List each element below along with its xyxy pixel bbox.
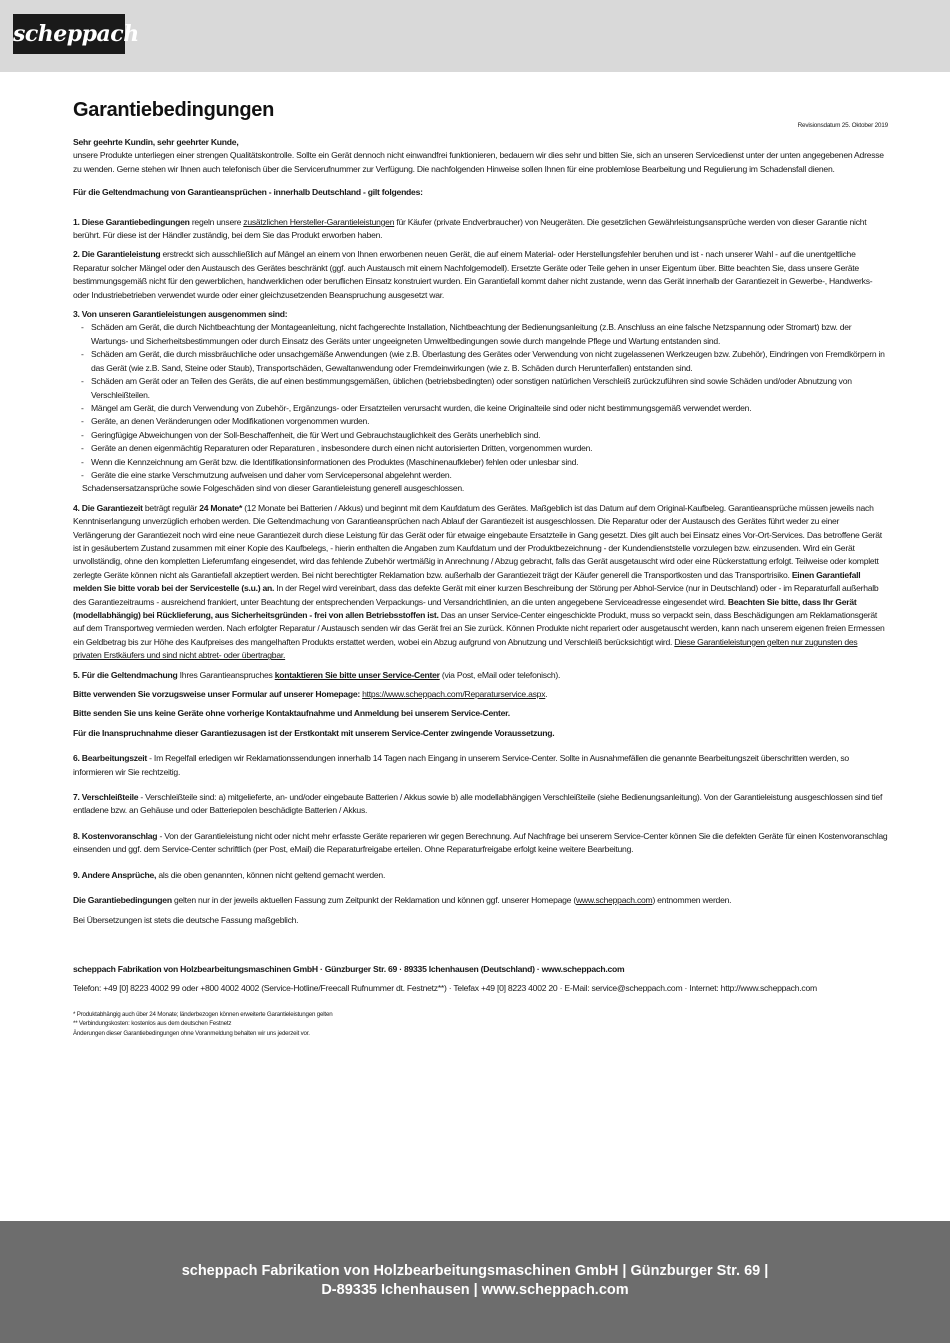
scheppach-logo: scheppach <box>13 14 125 54</box>
footer-line-2: D-89335 Ichenhausen | www.scheppach.com <box>321 1282 629 1298</box>
title-row <box>73 100 888 136</box>
footnote: ** Verbindungskosten: kostenlos aus dem deutschen Festnetz <box>73 1020 232 1028</box>
section-4-safety-notice: Beachten Sie bitte, dass Ihr Gerät (modellabhängig) bei Rücklieferung, aus Sicherheitsgründen - frei von allen Betriebsstoffen ist. <box>73 596 857 620</box>
exclusions-list <box>73 321 888 482</box>
section-5 <box>73 669 888 682</box>
section-4-text-3: In der Regel wird vereinbart, dass das defekte Gerät mit einer kurzen Beschreibung der Störung per Abhol-Service (nur in Deutschland) oder - im Reparaturfall außerhalb des Garantiezeitraums - ausreichend frankiert, unter Beachtung der entsprechenden Verpackungs- und Versandrichtlinien, an die unten angegebene Serviceadresse eingesendet wird. <box>73 583 879 607</box>
section-6-text: - Im Regelfall erledigen wir Reklamationssendungen innerhalb 14 Tagen nach Eingang in unserem Service-Center. Sollte in Ausnahmefällen die genannte Bearbeitungszeit überschritten werden, so informieren wir Sie rechtzeitig. <box>73 753 849 777</box>
section-6 <box>73 752 888 779</box>
closing-paragraph <box>73 894 888 907</box>
warranty-document <box>73 100 888 1039</box>
list-item: - Geringfügige Abweichungen von der Soll-Beschaffenheit, die für Wert und Gebrauchstauglichkeit des Geräts unerheblich sind. <box>91 429 888 442</box>
section-1-text: regeln unsere <box>189 216 244 227</box>
closing-lead: Die Garantiebedingungen <box>73 895 172 906</box>
page-title: Garantiebedingungen <box>73 99 274 121</box>
footer-bar <box>0 1221 950 1343</box>
first-contact-notice: Für die Inanspruchnahme dieser Garantiezusagen ist der Erstkontakt mit unserem Service-Center zwingende Voraussetzung. <box>73 727 555 738</box>
footnotes <box>73 1010 888 1039</box>
section-5-lead: 5. Für die Geltendmachung <box>73 669 178 680</box>
closing-text: gelten nur in der jeweils aktuellen Fassung zum Zeitpunkt der Reklamation und können ggf. unserer Homepage ( <box>171 895 576 906</box>
section-2-text: erstreckt sich ausschließlich auf Mängel an einem von Ihnen erworbenen neuen Gerät, die auf einem Material- oder Herstellungsfehler beruhen und ist - nach unserer Wahl - auf die unentgeltliche Reparatur solcher Mängel oder den Austausch des Gerätes beschränkt (ggf. auch Austausch mit einem Nachfolgemodell). Ersetzte Geräte oder Teile gehen in unser Eigentum über. Bitte beachten Sie, dass unsere Geräte bestimmungsgemäß nicht für den gewerblichen, handwerklichen oder beruflichen Einsatz konstruiert wurden. Ein Garantiefall kommt daher nicht zustande, wenn das Gerät innerhalb der Garantiezeit in Gewerbe-, Handwerks- oder Industriebetrieben verwendet wurde oder einer gleichzusetzenden Beanspruchung ausgesetzt war. <box>73 249 873 300</box>
list-item: - Mängel am Gerät, die durch Verwendung von Zubehör-, Ergänzungs- oder Ersatzteilen verursacht wurden, die keine Originalteile sind oder nicht bestimmungsgemäß verwendet werden. <box>91 402 888 415</box>
section-6-lead: 6. Bearbeitungszeit <box>73 753 148 764</box>
section-8-lead: 8. Kostenvoranschlag <box>73 830 158 841</box>
form-text: Bitte verwenden Sie vorzugsweise unser Formular auf unserer Homepage: <box>73 689 363 700</box>
footnote: Änderungen dieser Garantiebedingungen ohne Voranmeldung behalten wir uns jederzeit vor. <box>73 1029 310 1037</box>
section-9-text: als die oben genannten, können nicht geltend gemacht werden. <box>156 869 386 880</box>
translation-note: Bei Übersetzungen ist stets die deutsche Fassung maßgeblich. <box>73 914 299 925</box>
homepage-link[interactable]: www.scheppach.com <box>575 895 653 906</box>
section-1 <box>73 216 888 243</box>
intro-paragraph: unsere Produkte unterliegen einer strengen Qualitätskontrolle. Sollte ein Gerät dennoch nicht einwandfrei funktionieren, bedauern wir dies sehr und bitten Sie, sich an unseren Servicedienst unter der unten angegebenen Adresse zu wenden. Gerne stehen wir Ihnen auch telefonisch über die Servicerufnummer zur Verfügung. Die nachfolgenden Hinweise sollen Ihnen für eine problemlose Bearbeitung und Regulierung im Schadensfall dienen. <box>73 150 884 174</box>
form-end: . <box>545 689 548 700</box>
section-1-lead: 1. Diese Garantiebedingungen <box>73 216 190 227</box>
section-8-text: - Von der Garantieleistung nicht oder nicht mehr erfasste Geräte reparieren wir gegen Berechnung. Auf Nachfrage bei unserem Service-Center können Sie die defekten Geräte für einen Kostenvoranschlag einsenden und ggf. dem Service-Center schriftlich (per Post, eMail) die Reparaturfreigabe erteilen. Ohne Reparaturfreigabe erfolgt keine weitere Bearbeitung. <box>73 830 888 855</box>
list-item: - Wenn die Kennzeichnung am Gerät bzw. die Identifikationsinformationen des Produktes (Maschinenaufkleber) fehlen oder unlesbar sind. <box>91 456 888 469</box>
section-8 <box>73 830 888 857</box>
section-7-lead: 7. Verschleißteile <box>73 792 139 803</box>
revision-date: Revisionsdatum 25. Oktober 2019 <box>797 122 888 129</box>
list-item: - Schäden am Gerät oder an Teilen des Geräts, die auf einen bestimmungsgemäßen, üblichen (betriebsbedingten) oder sonstigen natürlichen Verschleiß zurückzuführen sind sowie Schäden und/oder Abnutzung von Verschleißteilen. <box>91 375 888 402</box>
section-1-link[interactable]: zusätzlichen Hersteller-Garantieleistungen <box>243 216 395 227</box>
section-2 <box>73 248 888 302</box>
footer-text <box>0 1262 950 1300</box>
section-5-text: Ihres Garantieanspruches <box>177 669 275 680</box>
section-9-lead: 9. Andere Ansprüche, <box>73 869 157 880</box>
footer-line-1: scheppach Fabrikation von Holzbearbeitungsmaschinen GmbH | Günzburger Str. 69 | <box>181 1263 769 1279</box>
list-item: - Schäden am Gerät, die durch Nichtbeachtung der Montageanleitung, nicht fachgerechte Installation, Nichtbeachtung der Bedienungsanleitung (z.B. Anschluss an eine falsche Netzspannung oder Stromart) bzw. der Wartungs- und Sicherheitsbestimmungen oder durch Einsatz des Geräts unter ungeeigneten Umweltbedingungen sowie durch mangelnde Pflege und Wartung entstanden sind. <box>91 321 888 348</box>
section-4-text-2: (12 Monate bei Batterien / Akkus) und beginnt mit dem Kaufdatum des Gerätes. Maßgeblich ist das Datum auf dem Original-Kaufbeleg. Garantieansprüche müssen jeweils nach Kenntniserlangung unverzüglich erhoben werden. Die Geltendmachung von Garantieansprüchen nach Ablauf der Garantiezeit ist ausgeschlossen. Die Reparatur oder der Austausch des Gerätes führt weder zu einer Verlängerung der Garantiezeit noch wird eine neue Garantiezeit durch diese Leistung für das Gerät oder für etwaige eingebaute Ersatzteile in Gang gesetzt. Dies gilt auch bei Einsatz eines Vor-Ort-Services. Das betroffene Gerät ist in gesäubertem Zustand zusammen mit einer Kopie des Kaufbelegs, - hierin enthalten die Angaben zum Kaufdatum und der Produktbezeichnung - der Kundendienststelle vorzulegen bzw. einzusenden. Wird ein Gerät unvollständig, ohne den kompletten Lieferumfang eingesendet, wird das fehlende Zubehör wertmäßig in Anrechnung / Abzug gebracht, falls das Gerät ausgetauscht wird oder eine Rückerstattung erfolgt. Teilweise oder komplett zerlegte Geräte können nicht als Garantiefall akzeptiert werden. Bei nicht berechtigter Reklamation bzw. außerhalb der Garantiezeit trägt der Käufer generell die Transportkosten und das Transportrisiko. <box>73 502 882 580</box>
section-9 <box>73 869 888 882</box>
header-bar <box>0 0 950 72</box>
section-4-lead: 4. Die Garantiezeit <box>73 502 143 513</box>
section-7 <box>73 791 888 818</box>
closing-text-2: ) entnommen werden. <box>652 895 732 906</box>
section-4-text: beträgt regulär <box>142 502 200 513</box>
section-1-text-2: für Käufer (private Endverbraucher) von Neugeräten. Die gesetzlichen Gewährleistungsansprüche werden von dieser Garantie nicht berührt. Für diese ist der Händler zuständig, bei dem Sie das Produkt erworben haben. <box>73 216 867 241</box>
section-3-note: Schadensersatzansprüche sowie Folgeschäden sind von dieser Garantieleistung generell ausgeschlossen. <box>82 483 465 494</box>
section-5-text-2: (via Post, eMail oder telefonisch). <box>439 669 561 680</box>
list-item: - Schäden am Gerät, die durch missbräuchliche oder unsachgemäße Anwendungen (wie z.B. Überlastung des Gerätes oder Verwendung von nicht zugelassenen Werkzeugen bzw. Zubehör), Eindringen von Fremdkörpern in das Gerät (wie z.B. Sand, Steine oder Staub), Transportschäden, Gewaltanwendung oder Fremdeinwirkungen (wie z. B. Schäden durch Herunterfallen) entstanden sind. <box>91 348 888 375</box>
form-line <box>73 688 888 701</box>
company-address: scheppach Fabrikation von Holzbearbeitungsmaschinen GmbH · Günzburger Str. 69 · 89335 Ichenhausen (Deutschland) · www.scheppach.com <box>73 963 625 974</box>
scope-heading: Für die Geltendmachung von Garantieansprüchen - innerhalb Deutschland - gilt folgendes: <box>73 187 423 198</box>
section-4 <box>73 502 888 663</box>
section-4-notice: Einen Garantiefall melden Sie bitte vorab bei der Servicestelle (s.u.) an. <box>73 569 861 594</box>
section-7-text: - Verschleißteile sind: a) mitgelieferte, an- und/oder eingebaute Batterien / Akkus sowie b) alle modellabhängigen Verschleißteile (siehe Bedienungsanleitung). Von der Garantieleistung ausgeschlossen sind tief entladene bzw. an Gehäuse und oder Batteriepolen beschädigte Batterien / Akkus. <box>73 792 883 816</box>
warranty-period: 24 Monate* <box>199 502 243 513</box>
section-4-text-4: Das an unser Service-Center eingeschickte Produkt, muss so verpackt sein, dass Beschädigungen am Reklamationsgerät auf dem Transportweg vermieden werden. Nach erfolgter Reparatur / Austausch senden wir das Gerät frei an Sie zurück. Können Produkte nicht repariert oder ausgetauscht werden, kann nach unserem eigenen freien Ermessen ein Geldbetrag bis zur Höhe des Kaufpreises des mangelhaften Produkts erstattet werden, wobei ein Abzug aufgrund von Abnutzung und Verschleiß berücksichtigt wird. <box>73 610 885 647</box>
section-4-transfer-note: Diese Garantieleistungen gelten nur zugunsten des privaten Erstkäufers und sind nicht abtret- oder übertragbar. <box>73 636 858 661</box>
footnote: * Produktabhängig auch über 24 Monate; länderbezogen können erweiterte Garantieleistungen gelten <box>73 1010 333 1018</box>
salutation: Sehr geehrte Kundin, sehr geehrter Kunde, <box>73 137 239 147</box>
repair-service-link[interactable]: https://www.scheppach.com/Reparaturservice.aspx <box>362 689 546 700</box>
no-devices-notice: Bitte senden Sie uns keine Geräte ohne vorherige Kontaktaufnahme und Anmeldung bei unserem Service-Center. <box>73 708 510 719</box>
list-item: - Geräte die eine starke Verschmutzung aufweisen und daher vom Servicepersonal abgelehnt werden. <box>91 469 888 482</box>
list-item: - Geräte an denen eigenmächtig Reparaturen oder Reparaturen , insbesondere durch einen nicht autorisierten Dritten, vorgenommen wurden. <box>91 442 888 455</box>
contact-service-link[interactable]: kontaktieren Sie bitte unser Service-Center <box>274 669 440 680</box>
section-2-lead: 2. Die Garantieleistung <box>73 249 161 260</box>
list-item: - Geräte, an denen Veränderungen oder Modifikationen vorgenommen wurden. <box>91 415 888 428</box>
company-contact: Telefon: +49 [0] 8223 4002 99 oder +800 4002 4002 (Service-Hotline/Freecall Rufnummer dt. Festnetz**) · Telefax +49 [0] 8223 4002 20 · E-Mail: service@scheppach.com · Internet: http://www.scheppach.com <box>73 983 817 994</box>
section-3-heading: 3. Von unseren Garantieleistungen ausgenommen sind: <box>73 309 288 320</box>
